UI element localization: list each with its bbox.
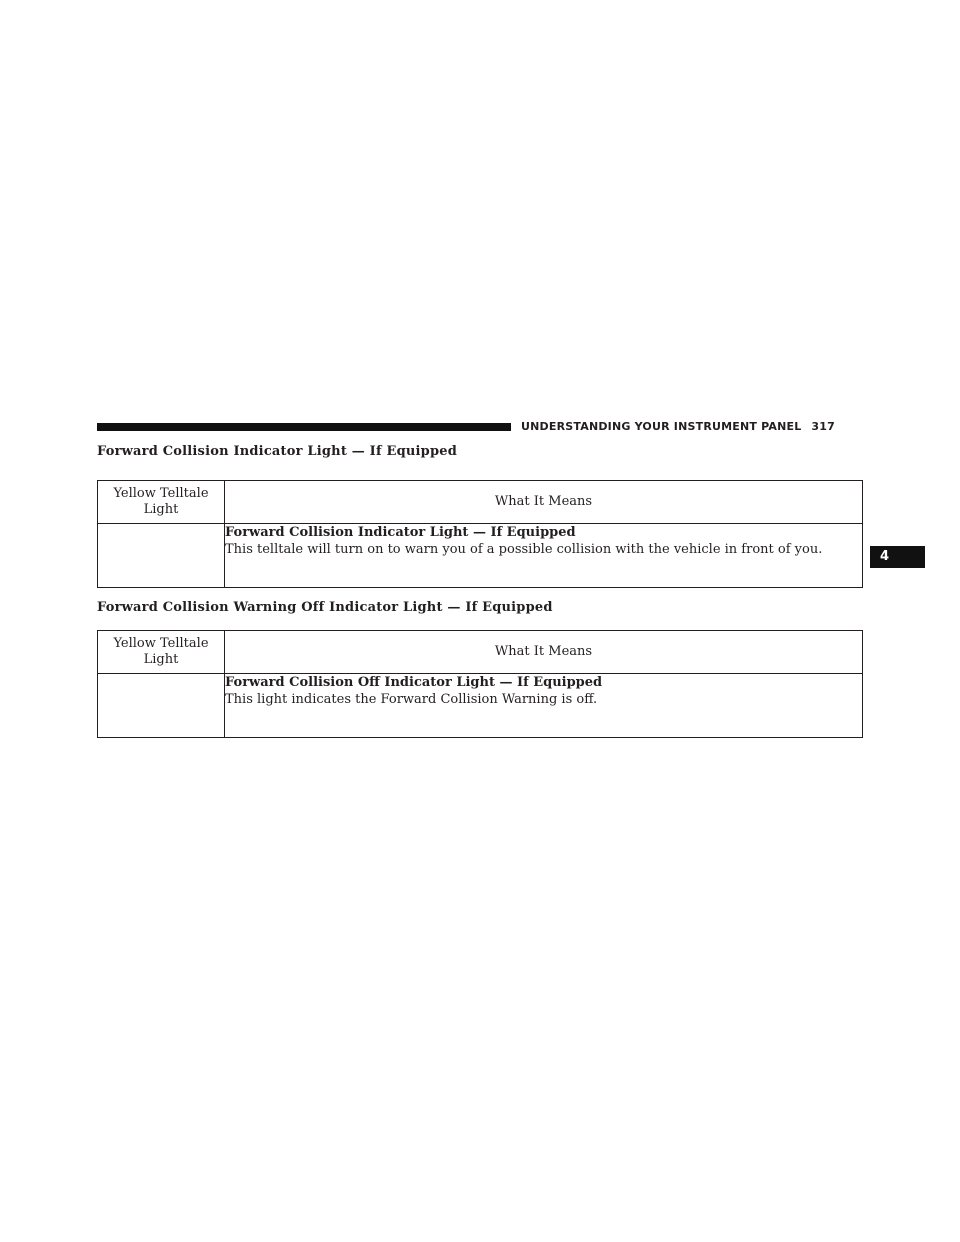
column-header-meaning: What It Means [225, 631, 863, 674]
meaning-text: This telltale will turn on to warn you of a possible collision with the vehicle in front of you. [225, 542, 823, 557]
table-row [98, 524, 863, 588]
table-row [98, 674, 863, 738]
meaning-cell [225, 674, 863, 738]
column-header-telltale [98, 481, 225, 524]
meaning-title: Forward Collision Off Indicator Light — If Equipped [225, 675, 603, 690]
running-header [521, 420, 835, 433]
column-header-telltale-line2: Light [143, 502, 179, 517]
section-title-forward-collision-warning-off: Forward Collision Warning Off Indicator Light — If Equipped [97, 600, 553, 615]
column-header-meaning: What It Means [225, 481, 863, 524]
telltale-icon-cell [98, 524, 225, 588]
column-header-telltale-line1: Yellow Telltale [113, 636, 209, 651]
running-title: UNDERSTANDING YOUR INSTRUMENT PANEL [521, 420, 802, 433]
telltale-icon-cell [98, 674, 225, 738]
column-header-telltale-line1: Yellow Telltale [113, 486, 209, 501]
section-title-forward-collision-indicator: Forward Collision Indicator Light — If Equipped [97, 444, 458, 459]
table-header-row [98, 631, 863, 674]
table-header-row [98, 481, 863, 524]
header-rule [97, 423, 511, 431]
telltale-table-forward-collision-off [97, 630, 863, 738]
column-header-telltale [98, 631, 225, 674]
meaning-text: This light indicates the Forward Collision Warning is off. [225, 692, 598, 707]
telltale-table-forward-collision [97, 480, 863, 588]
chapter-tab: 4 [870, 546, 925, 568]
meaning-title: Forward Collision Indicator Light — If Equipped [225, 525, 576, 540]
meaning-cell [225, 524, 863, 588]
column-header-telltale-line2: Light [143, 652, 179, 667]
page-number: 317 [811, 420, 835, 433]
